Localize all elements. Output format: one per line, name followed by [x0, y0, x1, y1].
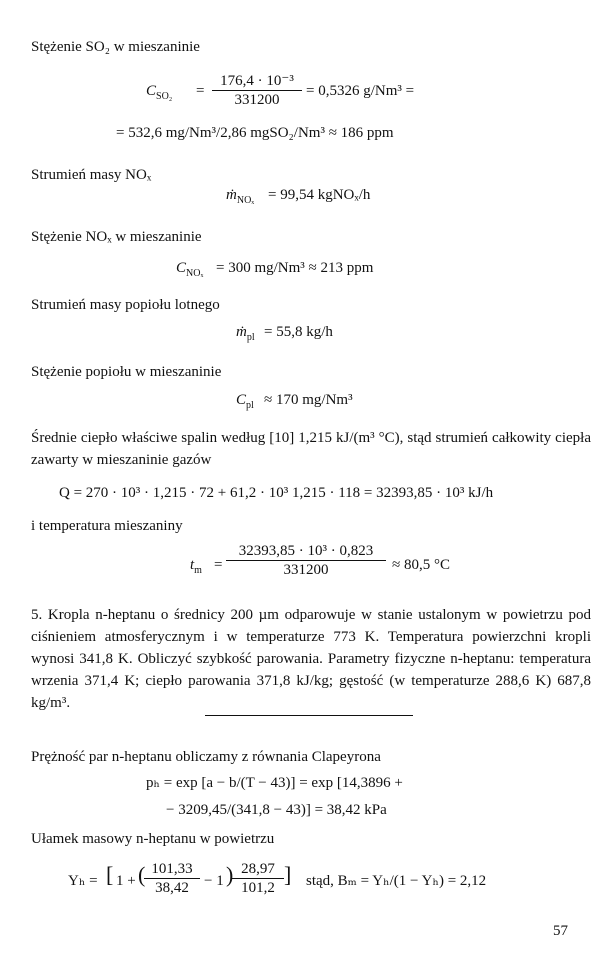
yh-result: stąd, Bₘ = Yₕ/(1 − Yₕ) = 2,12	[306, 873, 487, 889]
mpl-value: = 55,8 kg/h	[264, 324, 333, 340]
yh-num1: 101,33	[144, 860, 200, 879]
cso2-numerator: 176,4 · 10⁻³	[212, 72, 302, 91]
yh-molar-ratio	[232, 860, 284, 897]
close-paren: )	[226, 862, 234, 887]
cnox-value: = 300 mg/Nm³ ≈ 213 ppm	[216, 260, 374, 276]
cso2-result: = 0,5326 g/Nm³ =	[306, 83, 415, 99]
yh-den2: 101,2	[241, 880, 275, 896]
heat-flow-equation: Q = 270 · 10³ · 1,215 · 72 + 61,2 · 10³ 1,215 · 118 = 32393,85 · 10³ kJ/h	[59, 485, 494, 501]
section-divider	[205, 715, 413, 716]
close-bracket: ]	[284, 862, 292, 887]
so2-concentration-heading: Stężenie SO₂ w mieszaninie	[31, 39, 200, 55]
vapor-pressure-heading: Prężność par n-heptanu obliczamy z równania Clapeyrona	[31, 749, 381, 765]
mnox-symbol: ṁ$_{NO_x}$	[226, 187, 255, 206]
yh-lhs: Yₕ =	[68, 873, 98, 889]
yh-one-plus: 1 +	[116, 873, 136, 889]
vapor-pressure-equation-line2: − 3209,45/(341,8 − 43)] = 38,42 kPa	[166, 802, 387, 818]
cso2-denominator: 331200	[234, 92, 280, 108]
cso2-symbol: $C_{SO_2}$	[146, 83, 173, 102]
mixture-temperature-heading: i temperatura mieszaniny	[31, 518, 183, 534]
cpl-value: ≈ 170 mg/Nm³	[264, 392, 353, 408]
yh-num2: 28,97	[232, 860, 284, 879]
tm-result: ≈ 80,5 °C	[392, 557, 450, 573]
nox-mass-flow-heading: Strumień masy NOₓ	[31, 167, 152, 183]
yh-pressure-ratio	[144, 860, 200, 897]
yh-minus-one: − 1	[204, 873, 224, 889]
tm-fraction	[226, 542, 386, 579]
tm-denominator: 331200	[283, 562, 329, 578]
mpl-symbol: ṁ$_{pl}$	[236, 324, 255, 343]
cnox-symbol: $C_{NO_x}$	[176, 260, 204, 279]
tm-numerator: 32393,85 · 10³ · 0,823	[226, 542, 386, 561]
ash-concentration-heading: Stężenie popiołu w mieszaninie	[31, 364, 222, 380]
mnox-value: = 99,54 kgNOₓ/h	[268, 187, 371, 203]
open-bracket: [	[106, 862, 114, 887]
page-number: 57	[553, 923, 568, 939]
cso2-ppm-conversion: = 532,6 mg/Nm³/2,86 mgSO₂/Nm³ ≈ 186 ppm	[116, 125, 394, 141]
cso2-equals: =	[196, 83, 205, 99]
tm-equals: =	[214, 557, 223, 573]
tm-symbol: $t_m$	[190, 557, 202, 576]
open-paren: (	[138, 862, 146, 887]
yh-den1: 38,42	[155, 880, 189, 896]
cpl-symbol: $C_{pl}$	[236, 392, 254, 411]
ash-mass-flow-heading: Strumień masy popiołu lotnego	[31, 297, 220, 313]
problem-5-statement: 5. Kropla n-heptanu o średnicy 200 µm odparowuje w stanie ustalonym w powietrzu pod ciśnieniem atmosferycznym i w temperaturze 773 K. Temperatura powierzchni kropli wynosi 341,8 K. Obliczyć szybkość parowania. Parametry fizyczne n-heptanu: temperatura wrzenia 371,4 K; ciepło parowania 371,8 kJ/kg; gęstość (w temperaturze 288,6 K) 687,8 kg/m³.	[31, 607, 591, 711]
nox-concentration-heading: Stężenie NOₓ w mieszaninie	[31, 229, 202, 245]
cso2-fraction	[212, 72, 302, 109]
heat-capacity-paragraph: Średnie ciepło właściwe spalin według [10] 1,215 kJ/(m³ °C), stąd strumień całkowity ciepła zawarty w mieszaninie gazów	[31, 430, 591, 468]
vapor-pressure-equation-line1: pₕ = exp [a − b/(T − 43)] = exp [14,3896 +	[146, 775, 403, 791]
mass-fraction-heading: Ułamek masowy n-heptanu w powietrzu	[31, 831, 275, 847]
